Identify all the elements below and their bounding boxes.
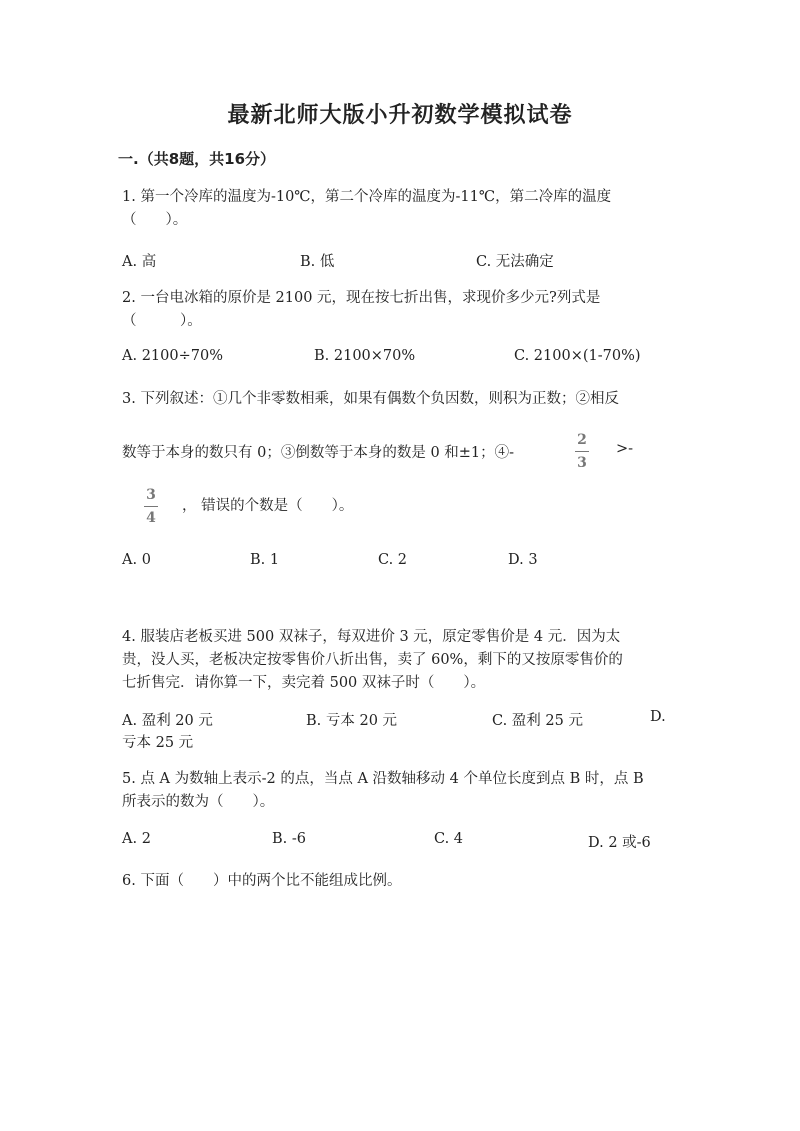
fraction-bar — [144, 506, 158, 507]
page-title: 最新北师大版小升初数学模拟试卷 — [227, 103, 573, 128]
q4-option-a[interactable]: A. 盈利 20 元 — [122, 713, 213, 729]
question-3-line-3: ， 错误的个数是（ ）。 — [182, 498, 354, 514]
question-2-line-1: 2. 一台电冰箱的原价是 2100 元，现在按七折出售，求现价多少元?列式是 — [122, 290, 601, 306]
fraction-numerator: 3 — [146, 487, 156, 503]
q3-option-b[interactable]: B. 1 — [250, 552, 280, 568]
fraction-denominator: 3 — [577, 455, 587, 471]
fraction-numerator: 2 — [577, 432, 587, 448]
q5-option-b[interactable]: B. -6 — [272, 831, 306, 847]
q4-option-c[interactable]: C. 盈利 25 元 — [492, 713, 583, 729]
q3-option-a[interactable]: A. 0 — [122, 552, 151, 568]
question-5-line-1: 5. 点 A 为数轴上表示-2 的点，当点 A 沿数轴移动 4 个单位长度到点 B 时，点 B — [122, 771, 644, 787]
question-6 — [122, 870, 682, 893]
q5-option-a[interactable]: A. 2 — [122, 831, 151, 847]
question-1-line-1: 1. 第一个冷库的温度为-10℃，第二个冷库的温度为-11℃，第二冷库的温度 — [122, 189, 612, 205]
fraction-two-thirds — [575, 432, 589, 471]
q3-option-d[interactable]: D. 3 — [508, 552, 538, 568]
question-3-line-1: 3. 下列叙述：①几个非零数相乘，如果有偶数个负因数，则积为正数；②相反 — [122, 391, 619, 407]
fraction-bar — [575, 451, 589, 452]
q5-option-c[interactable]: C. 4 — [434, 831, 464, 847]
q1-option-c[interactable]: C. 无法确定 — [476, 254, 554, 270]
fraction-three-quarters — [144, 487, 158, 526]
question-4-line-3: 七折售完．请你算一下，卖完着 500 双袜子时（ ）。 — [122, 675, 486, 691]
question-3 — [122, 388, 682, 411]
q1-option-b[interactable]: B. 低 — [300, 254, 335, 270]
question-4-line-1: 4. 服装店老板买进 500 双袜子，每双进价 3 元，原定零售价是 4 元．因为太 — [122, 629, 621, 645]
question-5 — [122, 768, 682, 814]
question-4 — [122, 626, 682, 695]
q2-option-c[interactable]: C. 2100×(1-70%) — [514, 348, 641, 364]
q2-option-b[interactable]: B. 2100×70% — [314, 348, 416, 364]
question-6-line-1: 6. 下面（ ）中的两个比不能组成比例。 — [122, 873, 402, 889]
q4-option-d[interactable]: D. — [650, 709, 666, 725]
q5-option-d[interactable]: D. 2 或-6 — [588, 835, 651, 851]
section-heading: 一.（共8题，共16分） — [118, 150, 276, 168]
fraction-denominator: 4 — [146, 510, 156, 526]
question-1 — [122, 186, 682, 232]
q3-option-c[interactable]: C. 2 — [378, 552, 408, 568]
question-3-comparison: >- — [616, 441, 634, 457]
question-3-line-2: 数等于本身的数只有 0；③倒数等于本身的数是 0 和±1；④- — [122, 445, 515, 461]
question-2-line-2: （ ）。 — [122, 313, 202, 329]
q2-option-a[interactable]: A. 2100÷70% — [122, 348, 223, 364]
question-2 — [122, 287, 682, 333]
question-4-line-2: 贵，没人买，老板决定按零售价八折出售，卖了 60%，剩下的又按原零售价的 — [122, 652, 623, 668]
question-5-line-2: 所表示的数为（ ）。 — [122, 794, 275, 810]
question-1-line-2: （ ）。 — [122, 212, 188, 228]
q4-option-b[interactable]: B. 亏本 20 元 — [306, 713, 398, 729]
q4-option-d-continued[interactable]: 亏本 25 元 — [122, 735, 194, 751]
q1-option-a[interactable]: A. 高 — [122, 254, 157, 270]
